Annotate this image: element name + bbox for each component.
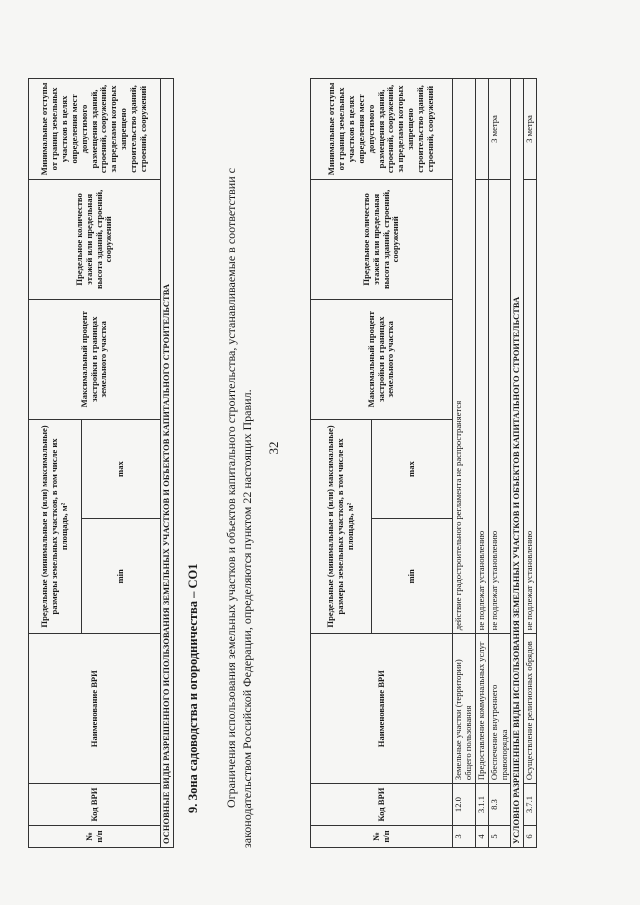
header-name: Наименование ВРИ — [311, 634, 453, 784]
cell-num: 3 — [453, 826, 476, 848]
section-main: ОСНОВНЫЕ ВИДЫ РАЗРЕШЕННОГО ИСПОЛЬЗОВАНИЯ ЗЕМЕЛЬНЫХ УЧАСТКОВ И ОБЪЕКТОВ КАПИТАЛЬНОГО СТРОИТЕЛЬСТВА — [161, 79, 174, 848]
cell-num: 4 — [475, 826, 488, 848]
cell-setback: 3 метра — [524, 79, 537, 180]
cell-code: 3.7.1 — [524, 784, 537, 826]
cell-sizes: не подлежат установлению — [524, 179, 537, 633]
cell-name: Обеспечение внутреннего правопорядка — [488, 634, 511, 784]
cell-merged: действие градостроительного регламента не распространяется — [453, 79, 476, 634]
table-header-row — [29, 79, 82, 848]
cell-num: 6 — [524, 826, 537, 848]
cell-name: Предоставление коммунальных услуг — [475, 634, 488, 784]
header-sizes: Предельные (минимальные и (или) максимальные) размеры земельных участков, в том числе их площадь, м² — [311, 419, 372, 634]
section-row — [511, 79, 524, 848]
header-min: min — [82, 519, 161, 634]
cell-sizes: не подлежат установлению — [488, 179, 511, 633]
table-header-row — [311, 79, 372, 848]
table-lower — [28, 78, 174, 848]
header-num: № п/п — [311, 826, 453, 848]
header-percent: Максимальный процент застройки в границах земельного участка — [311, 299, 453, 419]
restrictions-paragraph: Ограничения использования земельных участков и объектов капитального строительства, устанавливаемые в соответствии с законодательством Российской Федерации, определяются пунктом 22 настоящих Правил. — [224, 168, 255, 848]
header-percent: Максимальный процент застройки в границах земельного участка — [29, 299, 161, 419]
cell-num: 5 — [488, 826, 511, 848]
header-code: Код ВРИ — [311, 784, 453, 826]
header-max: max — [372, 419, 453, 519]
header-floors: Предельное количество этажей или предельная высота зданий, строений, сооружений — [311, 179, 453, 299]
section-conditional: УСЛОВНО РАЗРЕШЕННЫЕ ВИДЫ ИСПОЛЬЗОВАНИЯ ЗЕМЕЛЬНЫХ УЧАСТКОВ И ОБЪЕКТОВ КАПИТАЛЬНОГО СТРОИТЕЛЬСТВА — [511, 79, 524, 848]
section-row — [161, 79, 174, 848]
table-row — [524, 79, 537, 848]
header-max: max — [82, 419, 161, 519]
cell-name: Осуществление религиозных обрядов — [524, 634, 537, 784]
cell-code: 3.1.1 — [475, 784, 488, 826]
table-row — [453, 79, 476, 848]
header-code: Код ВРИ — [29, 784, 161, 826]
section-heading: 9. Зона садоводства и огородничества – СО1 — [186, 563, 200, 813]
page-number: 32 — [266, 441, 281, 455]
header-num: № п/п — [29, 826, 161, 848]
header-name: Наименование ВРИ — [29, 634, 161, 784]
table-row — [475, 79, 488, 848]
header-sizes: Предельные (минимальные и (или) максимальные) размеры земельных участков, в том числе их площадь, м² — [29, 419, 82, 634]
cell-code: 12.0 — [453, 784, 476, 826]
header-floors: Предельное количество этажей или предельная высота зданий, строений, сооружений — [29, 179, 161, 299]
cell-sizes: не подлежат установлению — [475, 179, 488, 633]
rotated-content — [18, 8, 618, 888]
cell-code: 8.3 — [488, 784, 511, 826]
header-setbacks: Минимальные отступы от границ земельных участков в целях определения мест допустимого размещения зданий, строений, сооружений, за пределами которых запрещено строительство зданий, строений, сооружений — [29, 79, 161, 180]
table-row — [488, 79, 511, 848]
cell-setback — [475, 79, 488, 180]
cell-name: Земельные участки (территории) общего пользования — [453, 634, 476, 784]
cell-setback: 3 метра — [488, 79, 511, 180]
header-setbacks: Минимальные отступы от границ земельных участков в целях определения мест допустимого размещения зданий, строений, сооружений, за пределами которых запрещено строительство зданий, строений, сооружений — [311, 79, 453, 180]
header-min: min — [372, 519, 453, 634]
table-upper — [310, 78, 537, 848]
